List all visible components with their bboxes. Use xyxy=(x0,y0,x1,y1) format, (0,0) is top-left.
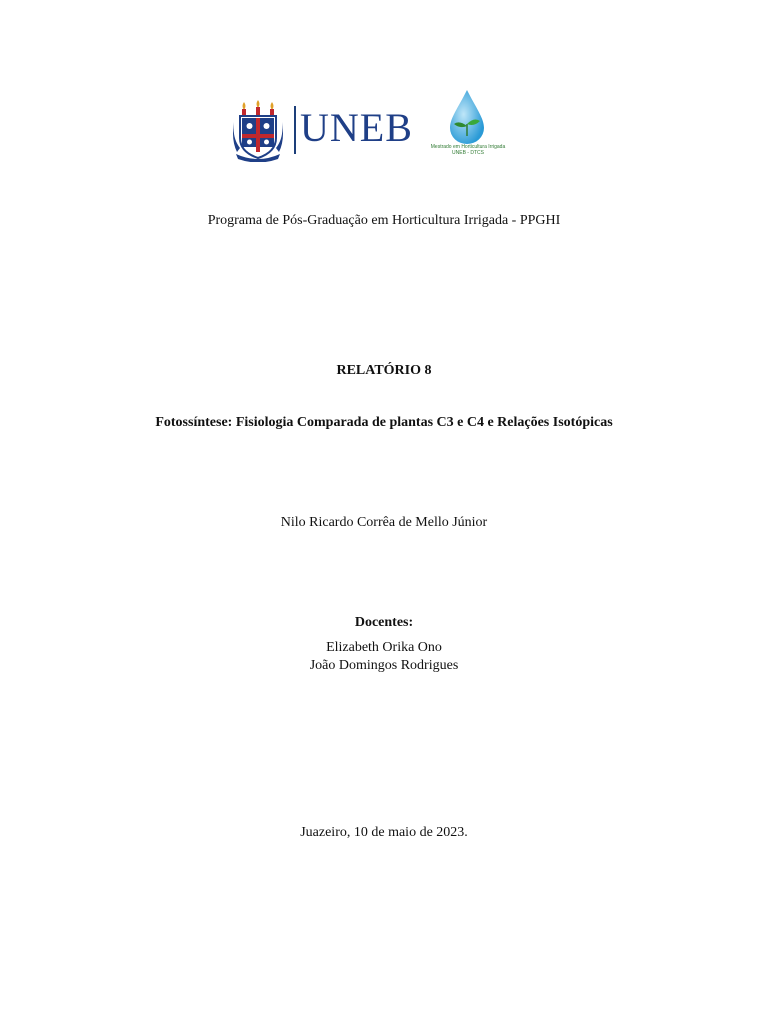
ppghi-logo-caption xyxy=(416,144,520,156)
uneb-logo-text: UNEB xyxy=(300,105,413,150)
docente-name: Elizabeth Orika Ono xyxy=(326,640,442,655)
report-title: Fotossíntese: Fisiologia Comparada de plantas C3 e C4 e Relações Isotópicas xyxy=(155,415,613,430)
ppghi-logo-caption-line1: Mestrado em Horticultura Irrigada xyxy=(430,144,506,150)
author-name: Nilo Ricardo Corrêa de Mello Júnior xyxy=(280,515,488,530)
ppghi-logo-caption-line2: UNEB - DTCS xyxy=(452,150,484,156)
report-number: RELATÓRIO 8 xyxy=(336,363,432,378)
program-name: Programa de Pós-Graduação em Horticultura Irrigada - PPGHI xyxy=(207,213,561,228)
docentes-heading: Docentes: xyxy=(354,615,414,630)
place-date: Juazeiro, 10 de maio de 2023. xyxy=(300,825,468,840)
uneb-shield-icon xyxy=(232,100,284,162)
header-logos xyxy=(232,88,532,163)
docente-name: João Domingos Rodrigues xyxy=(309,658,459,673)
logo-divider xyxy=(294,106,296,154)
